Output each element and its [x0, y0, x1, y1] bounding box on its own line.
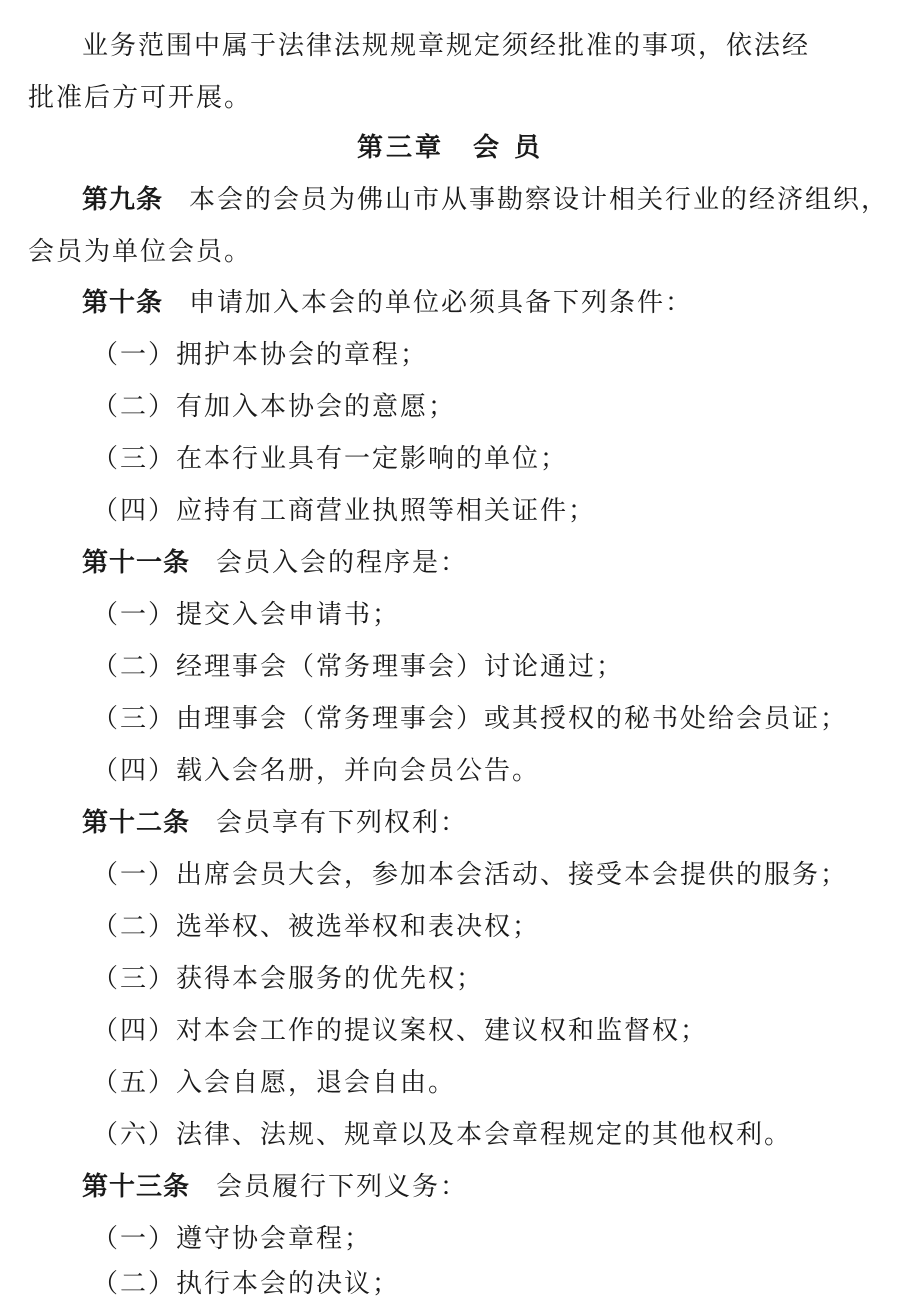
list-item: （一）提交入会申请书；: [92, 600, 401, 630]
article-10: [0, 285, 900, 321]
list-item: （三）由理事会（常务理事会）或其授权的秘书处给会员证；: [92, 704, 849, 734]
chapter-heading: 第三章 会 员: [356, 133, 544, 163]
list-item: （五）入会自愿，退会自由。: [92, 1068, 457, 1098]
article-11-label: 第十一条: [82, 548, 191, 578]
article-9-label: 第九条: [82, 185, 164, 215]
list-item: （六）法律、法规、规章以及本会章程规定的其他权利。: [92, 1120, 793, 1150]
intro-line-1: 业务范围中属于法律法规规章规定须经批准的事项，依法经: [82, 31, 811, 61]
list-item: （二）经理事会（常务理事会）讨论通过；: [92, 652, 625, 682]
article-11: [0, 545, 900, 581]
list-item: （二）选举权、被选举权和表决权；: [92, 912, 541, 942]
list-item: （二）执行本会的决议；: [92, 1269, 401, 1299]
intro-line-2: 批准后方可开展。: [28, 83, 253, 113]
list-item: （四）应持有工商营业执照等相关证件；: [92, 496, 597, 526]
article-10-label: 第十条: [82, 288, 164, 318]
article-12-label: 第十二条: [82, 808, 191, 838]
list-item: （三）在本行业具有一定影响的单位；: [92, 444, 569, 474]
list-item: （一）拥护本协会的章程；: [92, 340, 429, 370]
article-13: [0, 1169, 900, 1205]
article-12: [0, 805, 900, 841]
article-10-text: 申请加入本会的单位必须具备下列条件：: [189, 288, 694, 318]
article-11-text: 会员入会的程序是：: [216, 548, 469, 578]
list-item: （一）出席会员大会，参加本会活动、接受本会提供的服务；: [92, 860, 849, 890]
list-item: （三）获得本会服务的优先权；: [92, 964, 485, 994]
article-13-text: 会员履行下列义务：: [216, 1172, 469, 1202]
article-9-text: 本会的会员为佛山市从事勘察设计相关行业的经济组织，: [189, 185, 890, 215]
list-item: （一）遵守协会章程；: [92, 1224, 373, 1254]
list-item: （二）有加入本协会的意愿；: [92, 392, 457, 422]
article-9: [0, 182, 900, 218]
article-12-text: 会员享有下列权利：: [216, 808, 469, 838]
article-13-label: 第十三条: [82, 1172, 191, 1202]
article-9-line-2: 会员为单位会员。: [28, 237, 253, 267]
list-item: （四）对本会工作的提议案权、建议权和监督权；: [92, 1016, 709, 1046]
list-item: （四）载入会名册，并向会员公告。: [92, 756, 541, 786]
